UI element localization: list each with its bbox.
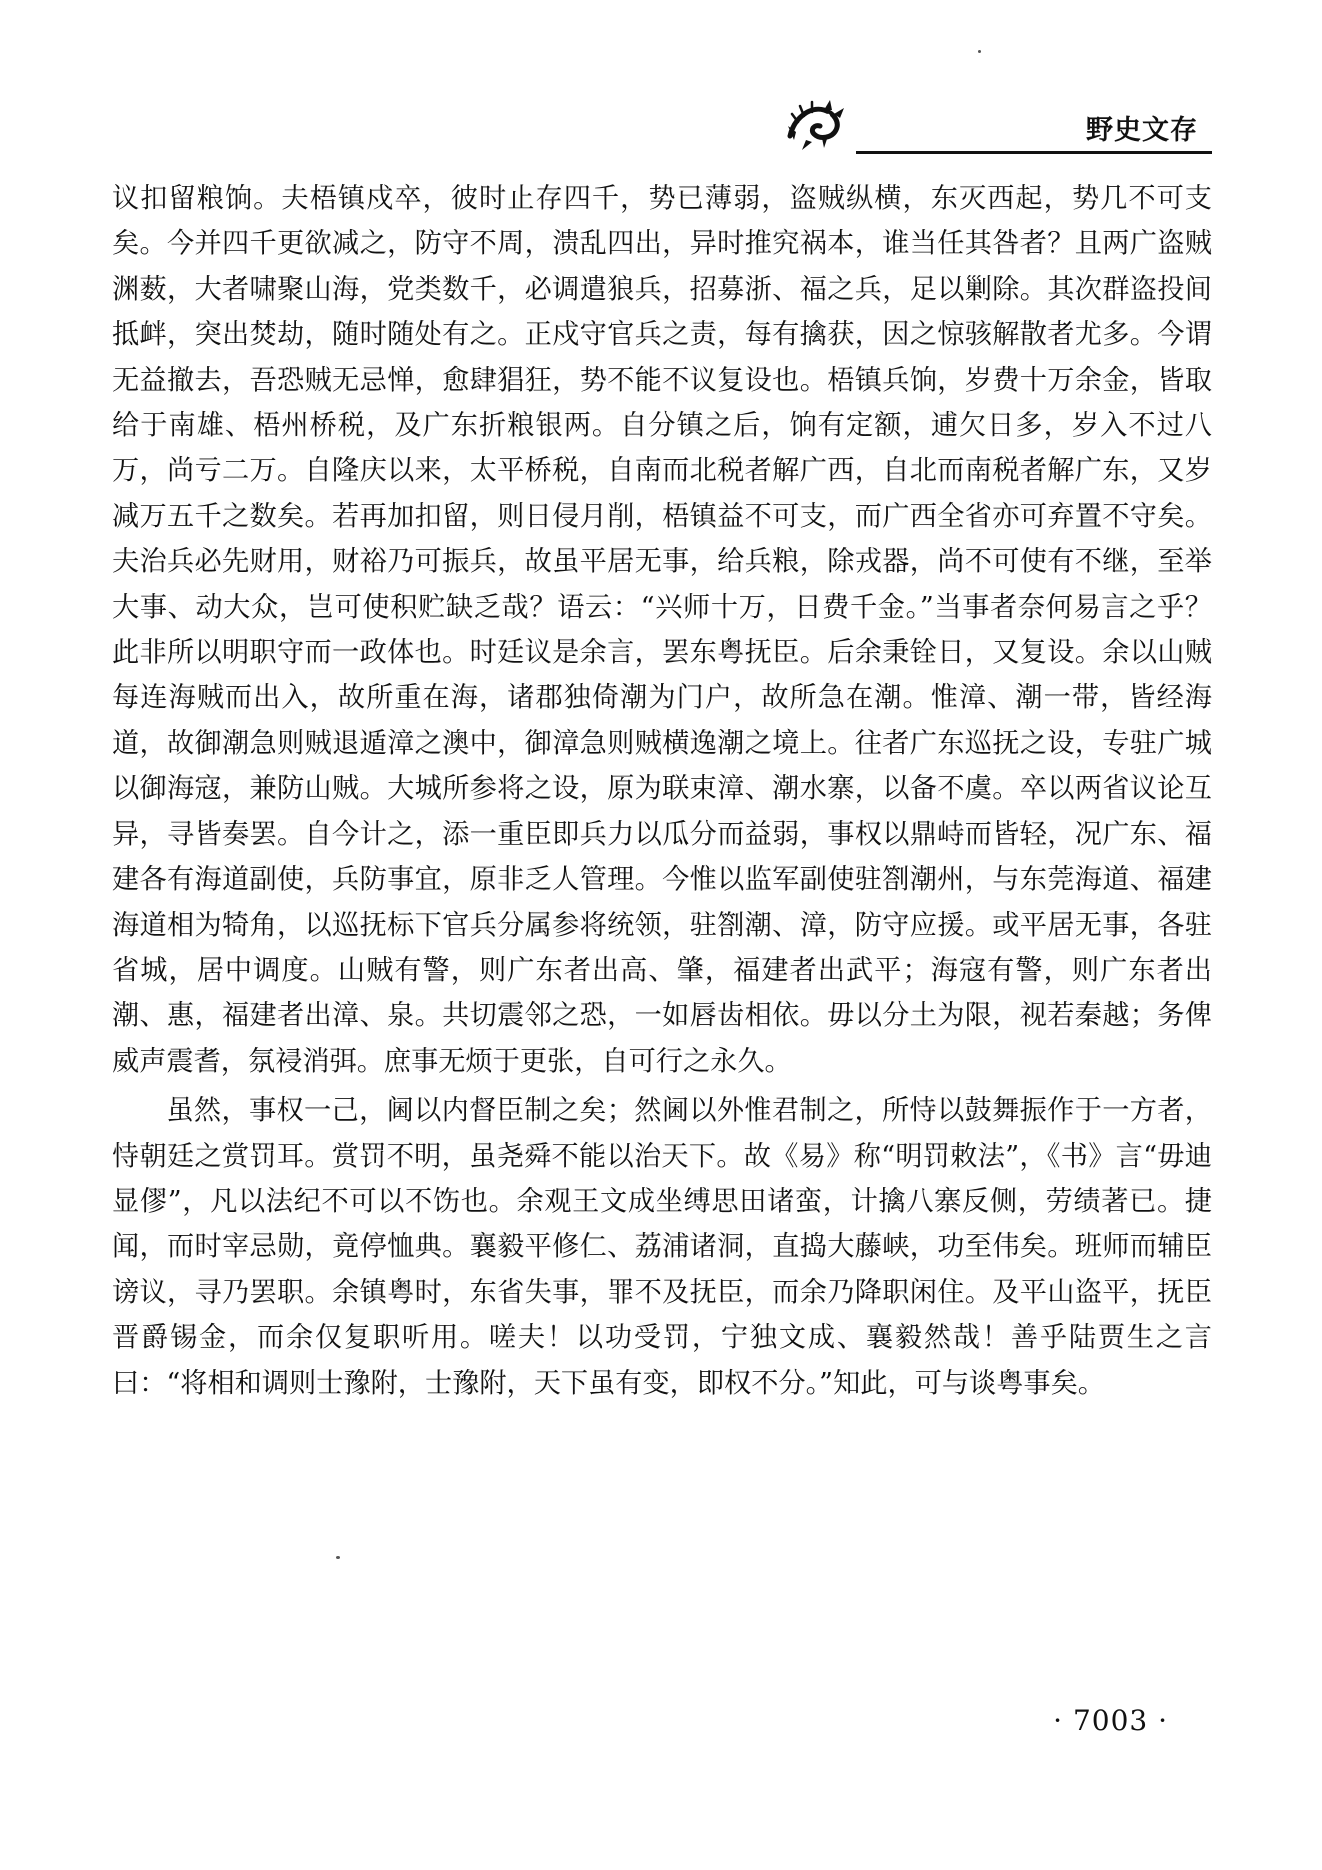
paragraph-2: 虽然，事权一己，阃以内督臣制之矣；然阃以外惟君制之，所恃以鼓舞振作于一方者，恃朝廷之赏罚耳。赏罚不明，虽尧舜不能以治天下。故《易》称“明罚敕法”，《书》言“毋迪显僇”，凡以法纪不可以不饬也。余观王文成坐缚思田诸蛮，计擒八寨反侧，劳绩著已。捷闻，而时宰忌勋，竟停恤典。襄毅平修仁、荔浦诸洞，直捣大藤峡，功至伟矣。班师而辅臣谤议，寻乃罢职。余镇粤时，东省失事，罪不及抚臣，而余乃降职闲住。及平山盗平，抚臣晋爵锡金，而余仅复职听用。嗟夫！以功受罚，宁独文成、襄毅然哉！善乎陆贾生之言曰：“将相和调则士豫附，士豫附，天下虽有变，即权不分。”知此，可与谈粤事矣。 [112,1095,1212,1399]
series-title: 野史文存 [1086,115,1198,146]
running-header [776,92,1212,154]
scan-speck [336,1556,340,1559]
article-body [112,176,1212,1406]
paragraph-1: 议扣留粮饷。夫梧镇戍卒，彼时止存四千，势已薄弱，盗贼纵横，东灭西起，势几不可支矣。今并四千更欲减之，防守不周，溃乱四出，异时推究祸本，谁当任其咎者？且两广盗贼渊薮，大者啸聚山海，党类数千，必调遣狼兵，招募浙、福之兵，足以剿除。其次群盗投间抵衅，突出焚劫，随时随处有之。正戍守官兵之责，每有擒获，因之惊骇解散者尤多。今谓无益撤去，吾恐贼无忌惮，愈肆猖狂，势不能不议复设也。梧镇兵饷，岁费十万余金，皆取给于南雄、梧州桥税，及广东折粮银两。自分镇之后，饷有定额，逋欠日多，岁入不过八万，尚亏二万。自隆庆以来，太平桥税，自南而北税者解广西，自北而南税者解广东，又岁减万五千之数矣。若再加扣留，则日侵月削，梧镇益不可支，而广西全省亦可弃置不守矣。夫治兵必先财用，财裕乃可振兵，故虽平居无事，给兵粮，除戎器，尚不可使有不继，至举大事、动大众，岂可使积贮缺乏哉？语云：“兴师十万，日费千金。”当事者奈何易言之乎？此非所以明职守而一政体也。时廷议是余言，罢东粤抚臣。后余秉铨日，又复设。余以山贼每连海贼而出入，故所重在海，诸郡独倚潮为门户，故所急在潮。惟漳、潮一带，皆经海道，故御潮急则贼退遁漳之澳中，御漳急则贼横逸潮之境上。往者广东巡抚之设，专驻广城以御海寇，兼防山贼。大城所参将之设，原为联束漳、潮水寨，以备不虞。卒以两省议论互异，寻皆奏罢。自今计之，添一重臣即兵力以瓜分而益弱，事权以鼎峙而皆轻，况广东、福建各有海道副使，兵防事宜，原非乏人管理。今惟以监军副使驻劄潮州，与东莞海道、福建海道相为犄角，以巡抚标下官兵分属参将统领，驻劄潮、漳，防守应援。或平居无事，各驻省城，居中调度。山贼有警，则广东者出高、肇，福建者出武平；海寇有警，则广东者出潮、惠，福建者出漳、泉。共切震邻之恐，一如唇齿相依。毋以分土为限，视若秦越；务俾威声震耆，氛祲消弭。庶事无烦于更张，自可行之永久。 [112,183,1212,1077]
page-number: · 7003 · [1053,1704,1168,1737]
scan-speck [978,50,981,53]
dragon-icon [784,96,848,152]
header-rule [856,151,1212,154]
